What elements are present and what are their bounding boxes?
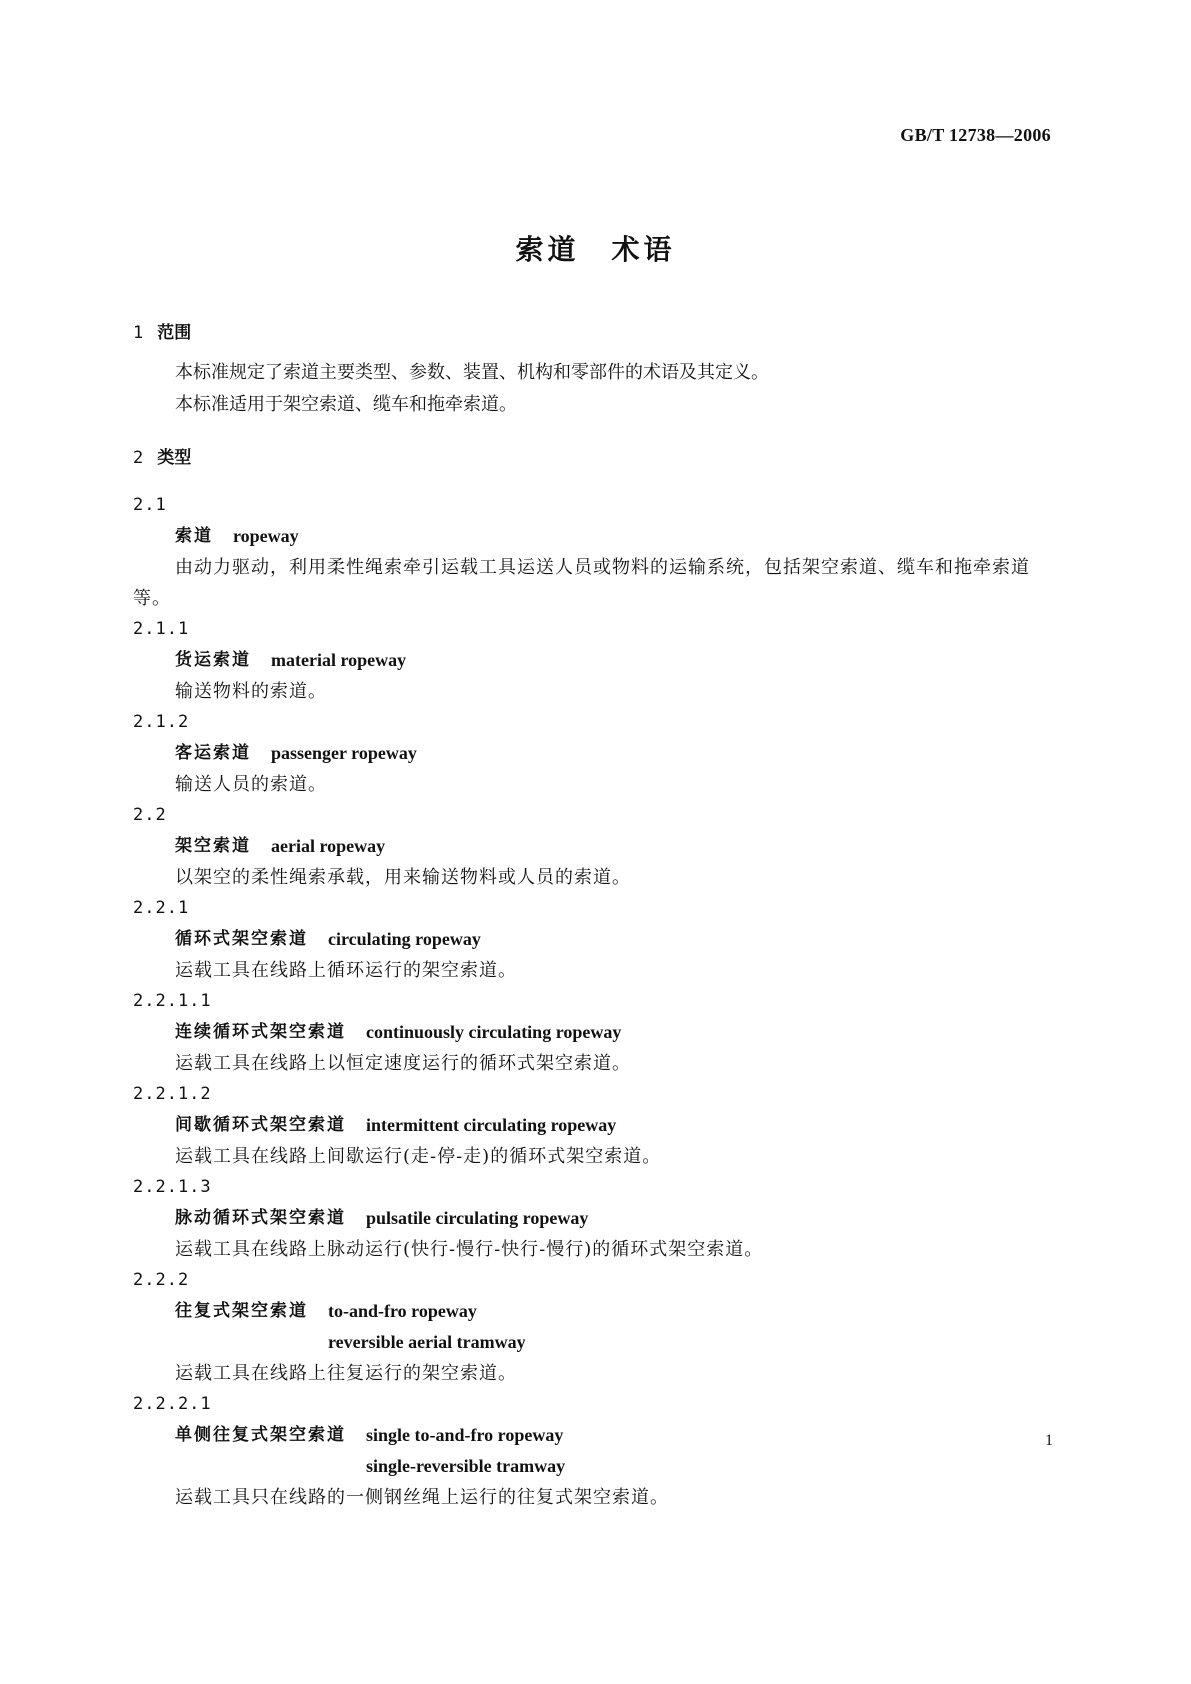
term-definition: 输送人员的索道。: [175, 774, 327, 795]
term-english: intermittent circulating ropeway: [366, 1115, 617, 1135]
section-title: 范围: [157, 323, 192, 343]
term-entry: [133, 1172, 1059, 1265]
scope-paragraph: 本标准适用于架空索道、缆车和拖牵索道。: [175, 394, 517, 415]
section-title: 类型: [157, 448, 192, 468]
term-entry: [133, 986, 1059, 1079]
term-english: to-and-fro ropeway: [328, 1301, 477, 1321]
term-line: [133, 1203, 1059, 1234]
term-entry: [133, 800, 1059, 893]
section-number: 1: [133, 323, 144, 343]
entry-number: 2.1: [133, 495, 167, 515]
term-chinese: 脉动循环式架空索道: [175, 1208, 346, 1228]
term-entry: [133, 490, 1059, 614]
term-line: [133, 1296, 1059, 1358]
entry-number: 2.2: [133, 805, 167, 825]
term-entry: [133, 707, 1059, 800]
term-chinese: 连续循环式架空索道: [175, 1022, 346, 1042]
term-chinese: 单侧往复式架空索道: [175, 1425, 346, 1445]
term-english: circulating ropeway: [328, 929, 481, 949]
entry-number: 2.1.1: [133, 619, 190, 639]
term-definition: 以架空的柔性绳索承载，用来输送物料或人员的索道。: [175, 867, 631, 888]
section-heading-types: [133, 443, 1059, 468]
entry-number: 2.2.1: [133, 898, 190, 918]
term-english: aerial ropeway: [271, 836, 386, 856]
term-line: [133, 1420, 1059, 1482]
entry-number: 2.1.2: [133, 712, 190, 732]
term-line: [133, 521, 1059, 552]
term-chinese: 间歇循环式架空索道: [175, 1115, 346, 1135]
term-line: [133, 924, 1059, 955]
entry-number: 2.2.1.1: [133, 991, 212, 1011]
term-chinese: 往复式架空索道: [175, 1301, 308, 1321]
scope-paragraph: 本标准规定了索道主要类型、参数、装置、机构和零部件的术语及其定义。: [175, 362, 769, 383]
term-english: passenger ropeway: [271, 743, 417, 763]
term-line: [133, 1017, 1059, 1048]
term-chinese: 索道: [175, 526, 213, 546]
term-english: single to-and-fro ropeway: [366, 1425, 564, 1445]
term-english: pulsatile circulating ropeway: [366, 1208, 589, 1228]
term-definition: 运载工具在线路上间歇运行(走-停-走)的循环式架空索道。: [175, 1146, 662, 1167]
entry-number: 2.2.1.2: [133, 1084, 212, 1104]
term-definition: 由动力驱动，利用柔性绳索牵引运载工具运送人员或物料的运输系统，包括架空索道、缆车和拖牵索道等。: [133, 557, 1030, 609]
term-entry: [133, 1389, 1059, 1513]
page-number: 1: [1045, 1432, 1053, 1449]
term-line: [133, 831, 1059, 862]
section-heading-scope: [133, 318, 1059, 343]
entry-number: 2.2.1.3: [133, 1177, 212, 1197]
document-body: [133, 318, 1059, 1513]
term-entry: [133, 893, 1059, 986]
term-definition: 运载工具在线路上循环运行的架空索道。: [175, 960, 517, 981]
term-english-synonym: reversible aerial tramway: [328, 1332, 526, 1352]
entry-number: 2.2.2: [133, 1270, 190, 1290]
term-english-synonym: single-reversible tramway: [366, 1456, 566, 1476]
term-english: material ropeway: [271, 650, 407, 670]
term-chinese: 客运索道: [175, 743, 251, 763]
term-line: [133, 1110, 1059, 1141]
entry-number: 2.2.2.1: [133, 1394, 212, 1414]
term-definition: 运载工具只在线路的一侧钢丝绳上运行的往复式架空索道。: [175, 1487, 669, 1508]
standard-code: GB/T 12738—2006: [900, 125, 1051, 145]
term-line: [133, 645, 1059, 676]
term-definition: 运载工具在线路上以恒定速度运行的循环式架空索道。: [175, 1053, 631, 1074]
term-definition: 运载工具在线路上往复运行的架空索道。: [175, 1363, 517, 1384]
term-definition: 运载工具在线路上脉动运行(快行-慢行-快行-慢行)的循环式架空索道。: [175, 1239, 764, 1260]
term-definition: 输送物料的索道。: [175, 681, 327, 702]
term-chinese: 货运索道: [175, 650, 251, 670]
term-english: ropeway: [233, 526, 299, 546]
term-entry: [133, 1265, 1059, 1389]
term-chinese: 循环式架空索道: [175, 929, 308, 949]
term-english: continuously circulating ropeway: [366, 1022, 622, 1042]
term-entry: [133, 614, 1059, 707]
term-chinese: 架空索道: [175, 836, 251, 856]
term-line: [133, 738, 1059, 769]
document-title: 索道 术语: [515, 233, 676, 266]
term-entry: [133, 1079, 1059, 1172]
section-number: 2: [133, 448, 144, 468]
